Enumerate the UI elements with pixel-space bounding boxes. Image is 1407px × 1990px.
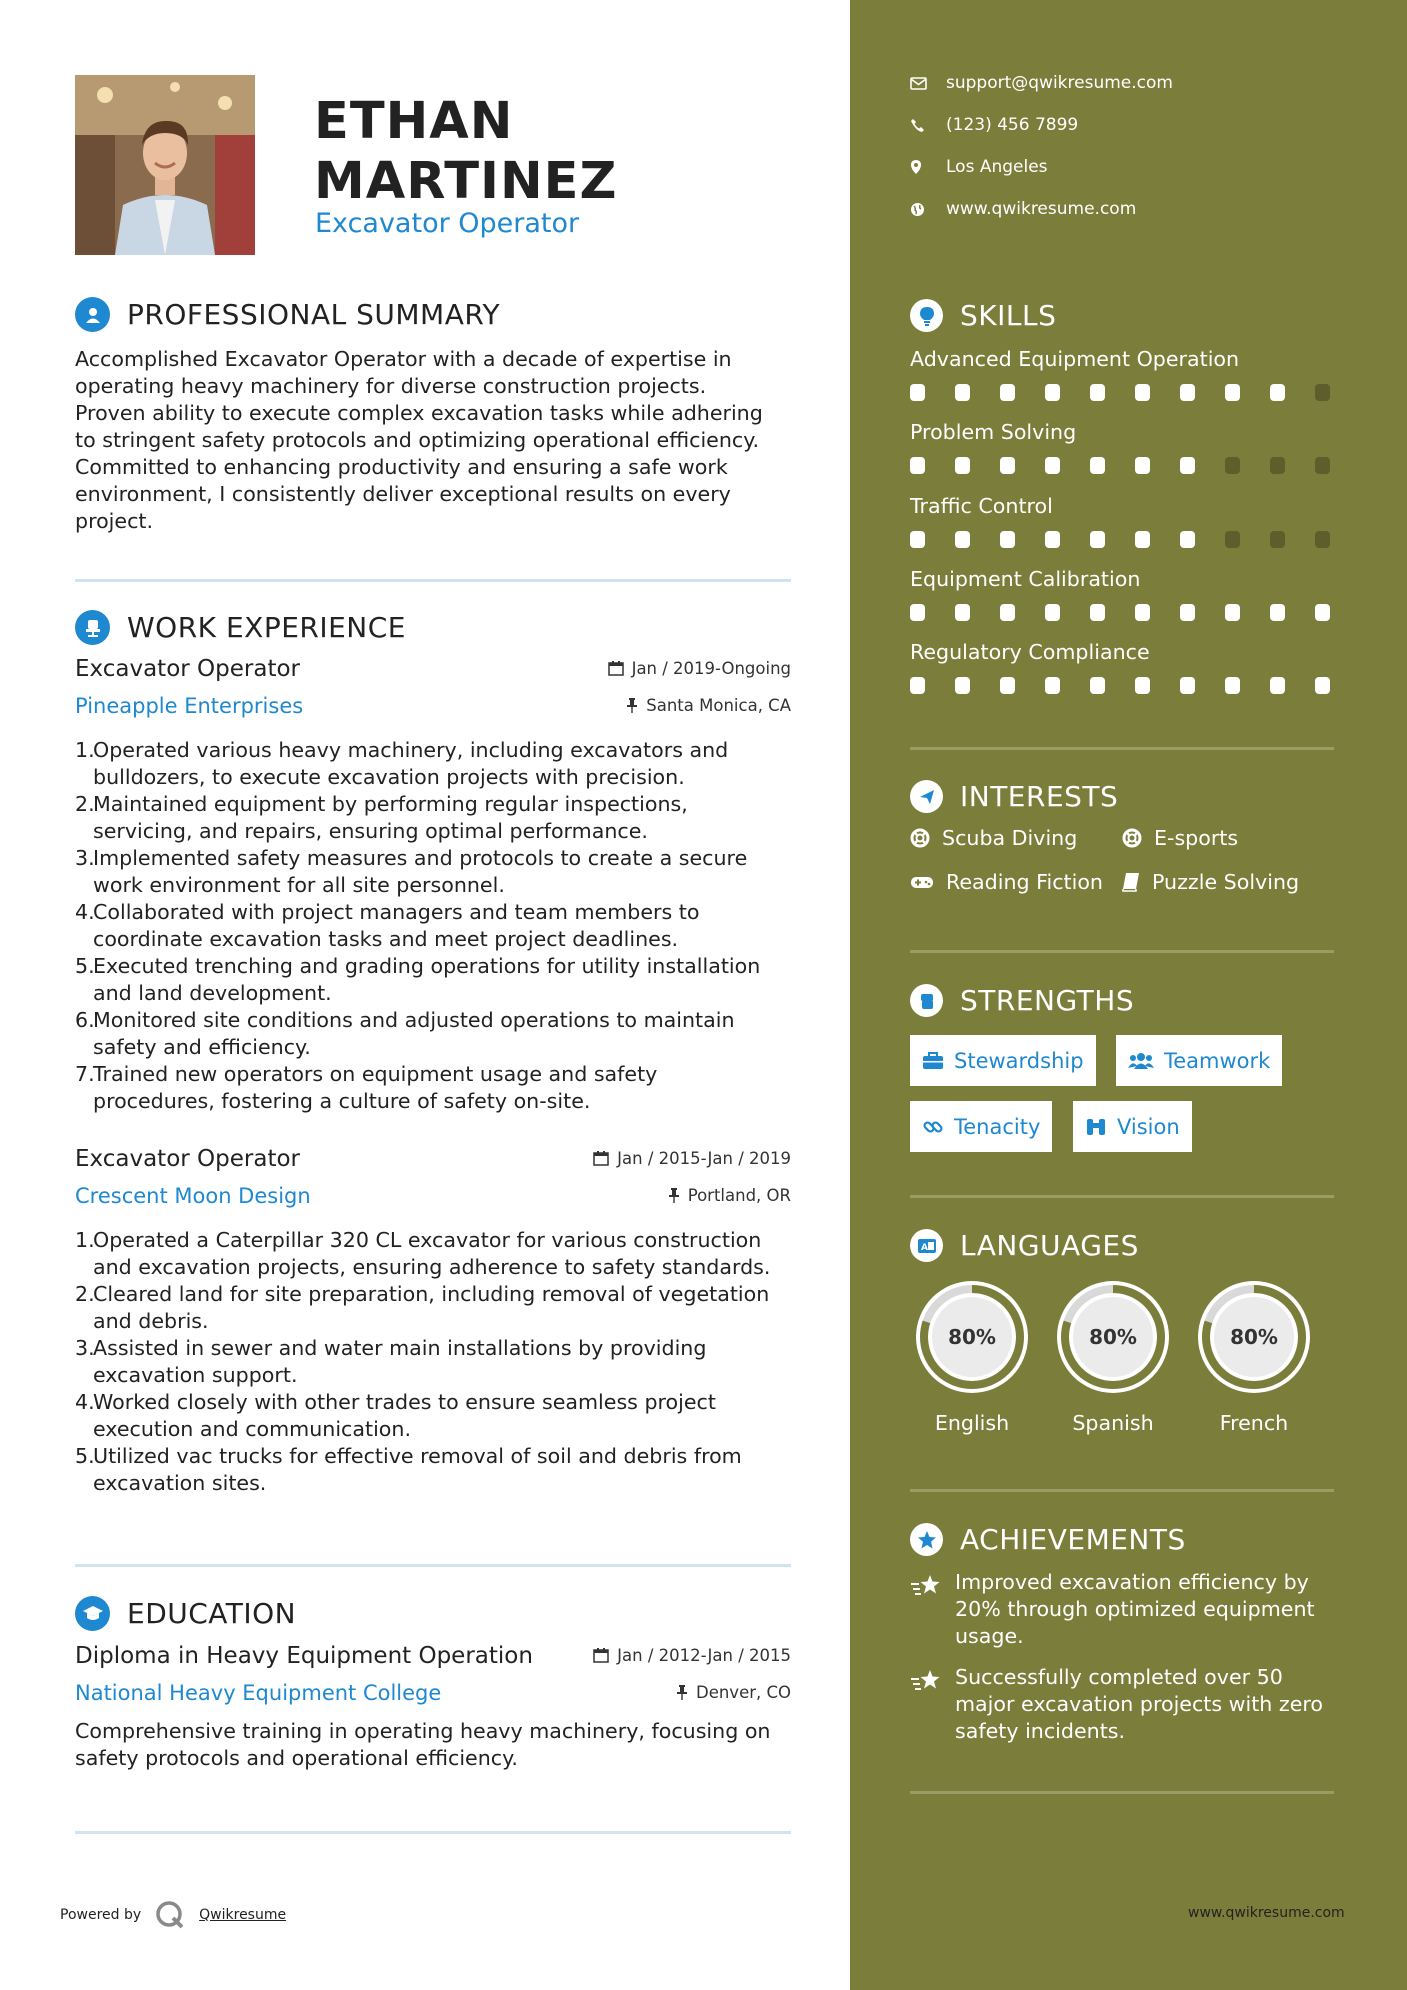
summary-line: project. bbox=[75, 509, 154, 533]
qwikresume-link[interactable]: Qwikresume bbox=[199, 1907, 287, 1923]
skill-dot bbox=[955, 457, 970, 474]
divider bbox=[910, 747, 1334, 750]
language-item bbox=[1051, 1275, 1175, 1435]
list-item: 1. Operated a Caterpillar 320 CL excavator for various construction and excavation projects, ensuring adherence to safety standards. bbox=[75, 1228, 771, 1279]
pin-icon bbox=[676, 1684, 688, 1700]
summary-line: environment, I consistently deliver exceptional results on every bbox=[75, 482, 731, 506]
email-text: support@qwikresume.com bbox=[946, 73, 1173, 93]
job-date-text: Jan / 2019-Ongoing bbox=[631, 658, 791, 678]
education-date-text: Jan / 2012-Jan / 2015 bbox=[617, 1645, 791, 1665]
skill-dot bbox=[955, 604, 970, 621]
job-company: Pineapple Enterprises bbox=[75, 694, 304, 718]
experience-heading bbox=[75, 610, 406, 645]
phone-icon bbox=[910, 118, 925, 133]
profile-photo bbox=[75, 75, 255, 255]
skill-dot bbox=[1225, 384, 1240, 401]
list-item: 2. Maintained equipment by performing regular inspections, servicing, and repairs, ensuring optimal performance. bbox=[75, 792, 688, 843]
skill-dot bbox=[1090, 457, 1105, 474]
summary-title: PROFESSIONAL SUMMARY bbox=[127, 298, 501, 331]
envelope-icon bbox=[910, 77, 927, 90]
paper-plane-icon bbox=[910, 780, 943, 813]
powered-by bbox=[60, 1900, 286, 1930]
skill-dot bbox=[1045, 531, 1060, 548]
interest-item: E-sports bbox=[1122, 826, 1238, 850]
lightbulb-icon bbox=[910, 299, 943, 332]
education-location bbox=[676, 1683, 791, 1702]
skill-dot bbox=[1225, 604, 1240, 621]
strength-chip: Stewardship bbox=[910, 1035, 1096, 1086]
strength-chip: Tenacity bbox=[910, 1101, 1052, 1152]
binoculars-icon bbox=[1085, 1117, 1107, 1137]
contact-phone[interactable] bbox=[910, 115, 1078, 135]
skill-dot bbox=[1000, 384, 1015, 401]
education-subheader bbox=[75, 1681, 791, 1705]
skill-name: Equipment Calibration bbox=[910, 567, 1141, 591]
language-item bbox=[910, 1275, 1034, 1435]
list-item: 1. Operated various heavy machinery, including excavators and bulldozers, to execute excavation projects with precision. bbox=[75, 738, 729, 789]
svg-text:A: A bbox=[920, 1242, 928, 1253]
skill-name: Advanced Equipment Operation bbox=[910, 347, 1240, 371]
job-location bbox=[668, 1186, 791, 1205]
calendar-icon bbox=[593, 1647, 609, 1663]
skill-dot bbox=[1270, 531, 1285, 548]
language-name: English bbox=[934, 1411, 1010, 1435]
divider bbox=[75, 1564, 791, 1567]
skill-dot bbox=[1135, 604, 1150, 621]
list-item: 3. Implemented safety measures and protocols to create a secure work environment for all site personnel. bbox=[75, 846, 748, 897]
education-header bbox=[75, 1643, 791, 1669]
summary-line: to stringent safety protocols and optimizing operational efficiency. bbox=[75, 428, 760, 452]
language-name: Spanish bbox=[1072, 1411, 1154, 1435]
footer-site[interactable]: www.qwikresume.com bbox=[1188, 1905, 1345, 1921]
divider bbox=[910, 1195, 1334, 1198]
skill-dot bbox=[910, 604, 925, 621]
skill-dot bbox=[1000, 604, 1015, 621]
contact-location bbox=[910, 157, 1048, 177]
divider bbox=[910, 1489, 1334, 1492]
last-name: MARTINEZ bbox=[314, 152, 618, 211]
list-item: 4. Worked closely with other trades to ensure seamless project execution and communication. bbox=[75, 1390, 716, 1441]
strength-chip: Vision bbox=[1073, 1101, 1192, 1152]
job-location-text: Portland, OR bbox=[687, 1185, 791, 1205]
globe-icon bbox=[910, 202, 925, 217]
language-ring bbox=[910, 1275, 1034, 1399]
skill-dot bbox=[1315, 531, 1330, 548]
skill-dot bbox=[1315, 604, 1330, 621]
location-text: Los Angeles bbox=[946, 157, 1048, 177]
education-title: EDUCATION bbox=[127, 1597, 297, 1630]
education-heading bbox=[75, 1596, 296, 1631]
summary-line: operating heavy machinery for diverse construction projects. bbox=[75, 374, 707, 398]
star-trophy-icon bbox=[910, 1573, 942, 1599]
map-marker-icon bbox=[910, 159, 922, 175]
skill-dot bbox=[1180, 604, 1195, 621]
interests-heading bbox=[910, 780, 1118, 813]
calendar-icon bbox=[608, 660, 624, 676]
strength-chip: Teamwork bbox=[1116, 1035, 1282, 1086]
strengths-heading bbox=[910, 984, 1134, 1017]
skill-name: Problem Solving bbox=[910, 420, 1077, 444]
interests-title: INTERESTS bbox=[960, 780, 1119, 813]
language-percent: 80% bbox=[1089, 1325, 1137, 1349]
skills-title: SKILLS bbox=[960, 299, 1057, 332]
languages-heading bbox=[910, 1229, 1139, 1262]
user-icon bbox=[75, 297, 110, 332]
contact-email[interactable] bbox=[910, 73, 1173, 93]
divider bbox=[910, 1791, 1334, 1794]
language-item bbox=[1192, 1275, 1316, 1435]
summary-text bbox=[75, 346, 795, 535]
skill-dot bbox=[1090, 531, 1105, 548]
job-duties bbox=[75, 737, 795, 1115]
skill-rating bbox=[910, 604, 1360, 621]
skill-dot bbox=[1180, 531, 1195, 548]
job-header bbox=[75, 1146, 791, 1172]
list-item: 2. Cleared land for site preparation, including removal of vegetation and debris. bbox=[75, 1282, 770, 1333]
job-company: Crescent Moon Design bbox=[75, 1184, 311, 1208]
achievements-heading bbox=[910, 1523, 1186, 1556]
strengths-title: STRENGTHS bbox=[960, 984, 1135, 1017]
job-date bbox=[593, 1149, 791, 1168]
experience-title: WORK EXPERIENCE bbox=[127, 611, 406, 644]
chair-icon bbox=[75, 610, 110, 645]
skill-dot bbox=[1135, 677, 1150, 694]
skill-name: Traffic Control bbox=[910, 494, 1053, 518]
skill-dot bbox=[1090, 384, 1105, 401]
skill-dot bbox=[1135, 531, 1150, 548]
list-item: 4. Collaborated with project managers and team members to coordinate excavation tasks and meet project deadlines. bbox=[75, 900, 700, 951]
education-date bbox=[593, 1646, 791, 1665]
skill-dot bbox=[1000, 531, 1015, 548]
skill-dot bbox=[910, 531, 925, 548]
skill-dot bbox=[1090, 677, 1105, 694]
skill-rating bbox=[910, 384, 1360, 401]
skill-dot bbox=[1045, 457, 1060, 474]
interest-item: Puzzle Solving bbox=[1122, 870, 1299, 894]
powered-by-label: Powered by bbox=[60, 1907, 142, 1923]
skill-dot bbox=[1315, 677, 1330, 694]
skill-dot bbox=[1135, 384, 1150, 401]
summary-line: Accomplished Excavator Operator with a decade of expertise in bbox=[75, 347, 732, 371]
language-percent: 80% bbox=[948, 1325, 996, 1349]
language-percent: 80% bbox=[1230, 1325, 1278, 1349]
divider bbox=[75, 1831, 791, 1834]
job-subheader bbox=[75, 694, 791, 718]
book-icon bbox=[1122, 872, 1140, 892]
skill-dot bbox=[1045, 677, 1060, 694]
skill-dot bbox=[1045, 604, 1060, 621]
list-item: 3. Assisted in sewer and water main installations by providing excavation support. bbox=[75, 1336, 707, 1387]
job-subheader bbox=[75, 1184, 791, 1208]
briefcase-icon bbox=[922, 1052, 944, 1070]
skill-name: Regulatory Compliance bbox=[910, 640, 1150, 664]
interest-item: Scuba Diving bbox=[910, 826, 1077, 850]
job-location-text: Santa Monica, CA bbox=[646, 695, 791, 715]
website-text: www.qwikresume.com bbox=[946, 199, 1137, 219]
summary-heading bbox=[75, 297, 500, 332]
skill-dot bbox=[1090, 604, 1105, 621]
skill-dot bbox=[1315, 457, 1330, 474]
list-item: 5. Utilized vac trucks for effective removal of soil and debris from excavation sites. bbox=[75, 1444, 742, 1495]
skill-dot bbox=[1225, 531, 1240, 548]
skill-dot bbox=[1270, 604, 1285, 621]
summary-line: Proven ability to execute complex excavation tasks while adhering bbox=[75, 401, 763, 425]
skill-dot bbox=[1135, 457, 1150, 474]
list-item: 5. Executed trenching and grading operations for utility installation and land development. bbox=[75, 954, 761, 1005]
achievements-title: ACHIEVEMENTS bbox=[960, 1523, 1186, 1556]
lifebuoy-icon bbox=[910, 828, 930, 848]
job-role: Excavator Operator bbox=[75, 1146, 300, 1172]
contact-website[interactable] bbox=[910, 199, 1136, 219]
skills-heading bbox=[910, 299, 1056, 332]
interest-item: Reading Fiction bbox=[910, 870, 1103, 894]
skill-dot bbox=[955, 677, 970, 694]
language-name: French bbox=[1219, 1411, 1289, 1435]
fist-icon bbox=[910, 984, 943, 1017]
phone-text: (123) 456 7899 bbox=[946, 115, 1079, 135]
job-date-text: Jan / 2015-Jan / 2019 bbox=[617, 1148, 791, 1168]
skill-rating bbox=[910, 677, 1360, 694]
job-location bbox=[626, 696, 791, 715]
skill-dot bbox=[910, 677, 925, 694]
skill-rating bbox=[910, 531, 1360, 548]
link-icon bbox=[922, 1116, 944, 1138]
gamepad-icon bbox=[910, 874, 934, 890]
skill-dot bbox=[910, 457, 925, 474]
divider bbox=[910, 950, 1334, 953]
job-duties bbox=[75, 1227, 795, 1497]
job-role: Excavator Operator bbox=[75, 656, 300, 682]
candidate-name bbox=[314, 92, 617, 212]
school: National Heavy Equipment College bbox=[75, 1681, 442, 1705]
skill-dot bbox=[1225, 457, 1240, 474]
pin-icon bbox=[668, 1187, 680, 1203]
list-item: 7. Trained new operators on equipment usage and safety procedures, fostering a culture of safety on-site. bbox=[75, 1062, 658, 1113]
star-badge-icon bbox=[910, 1523, 943, 1556]
skill-dot bbox=[1180, 457, 1195, 474]
star-trophy-icon bbox=[910, 1668, 942, 1694]
achievement-item: Successfully completed over 50 major excavation projects with zero safety incidents. bbox=[910, 1664, 1340, 1745]
skill-dot bbox=[1180, 677, 1195, 694]
sidebar bbox=[850, 0, 1407, 1990]
languages-title: LANGUAGES bbox=[960, 1229, 1139, 1262]
skill-dot bbox=[1270, 457, 1285, 474]
calendar-icon bbox=[593, 1150, 609, 1166]
divider bbox=[75, 579, 791, 582]
skill-dot bbox=[1315, 384, 1330, 401]
users-icon bbox=[1128, 1052, 1154, 1070]
summary-line: Committed to enhancing productivity and ensuring a safe work bbox=[75, 455, 728, 479]
skill-dot bbox=[1000, 677, 1015, 694]
job-header bbox=[75, 656, 791, 682]
skill-dot bbox=[1225, 677, 1240, 694]
job-date bbox=[608, 659, 791, 678]
translate-icon bbox=[910, 1229, 943, 1262]
lifebuoy-icon bbox=[1122, 828, 1142, 848]
language-ring bbox=[1192, 1275, 1316, 1399]
skill-dot bbox=[1270, 677, 1285, 694]
list-item: 6. Monitored site conditions and adjusted operations to maintain safety and efficiency. bbox=[75, 1008, 735, 1059]
skill-dot bbox=[1270, 384, 1285, 401]
skill-dot bbox=[1000, 457, 1015, 474]
pin-icon bbox=[626, 697, 638, 713]
skill-rating bbox=[910, 457, 1360, 474]
graduation-cap-icon bbox=[75, 1596, 110, 1631]
qwikresume-logo-icon bbox=[155, 1900, 185, 1930]
education-description: Comprehensive training in operating heavy machinery, focusing on safety protocols and operational efficiency. bbox=[75, 1719, 771, 1770]
degree: Diploma in Heavy Equipment Operation bbox=[75, 1643, 533, 1669]
skill-dot bbox=[955, 384, 970, 401]
skill-dot bbox=[1180, 384, 1195, 401]
language-ring bbox=[1051, 1275, 1175, 1399]
skill-dot bbox=[955, 531, 970, 548]
skill-dot bbox=[1045, 384, 1060, 401]
education-location-text: Denver, CO bbox=[695, 1682, 791, 1702]
first-name: ETHAN bbox=[314, 92, 514, 151]
skill-dot bbox=[910, 384, 925, 401]
candidate-title: Excavator Operator bbox=[315, 208, 580, 239]
achievement-item: Improved excavation efficiency by 20% through optimized equipment usage. bbox=[910, 1569, 1340, 1650]
